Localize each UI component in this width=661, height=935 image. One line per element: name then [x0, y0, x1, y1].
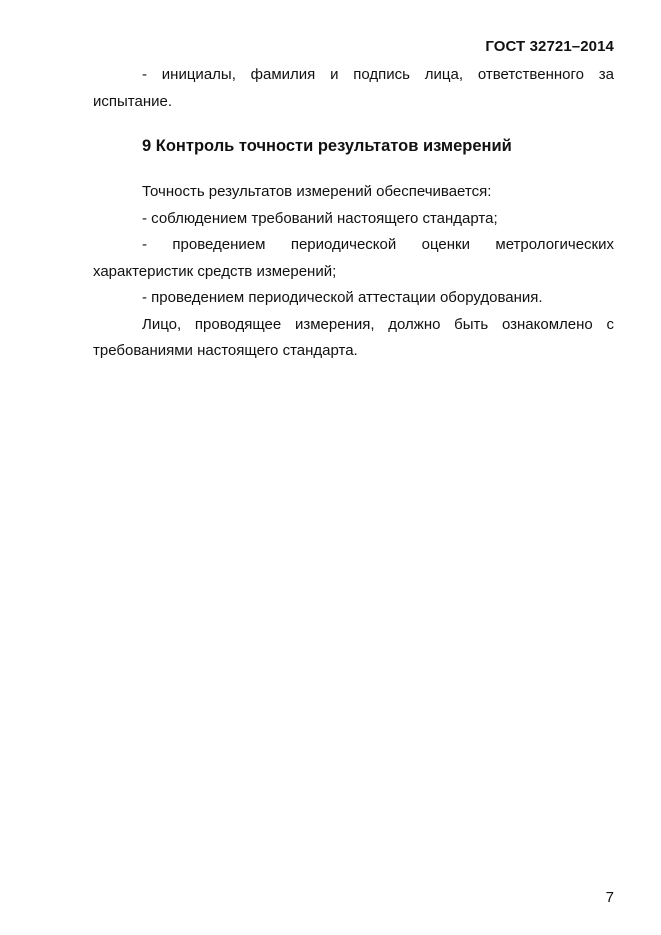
list-item-continuation: - инициалы, фамилия и подпись лица, ответственного за испытание. [93, 66, 614, 110]
section-heading: 9 Контроль точности результатов измерений [142, 137, 512, 155]
spacer [93, 159, 614, 179]
spacer [93, 115, 614, 133]
list-item: - соблюдением требований настоящего стандарта; [142, 209, 498, 227]
closing-paragraph: Лицо, проводящее измерения, должно быть ознакомлено с требованиями настоящего стандарта. [93, 315, 614, 359]
list-item: - проведением периодической аттестации оборудования. [142, 289, 543, 306]
page-content [93, 62, 614, 365]
standard-code-header: ГОСТ 32721–2014 [485, 38, 614, 55]
section-intro-paragraph: Точность результатов измерений обеспечивается: [142, 183, 492, 200]
page-number: 7 [605, 889, 614, 906]
list-item: - проведением периодической оценки метрологических характеристик средств измерений; [93, 236, 614, 280]
